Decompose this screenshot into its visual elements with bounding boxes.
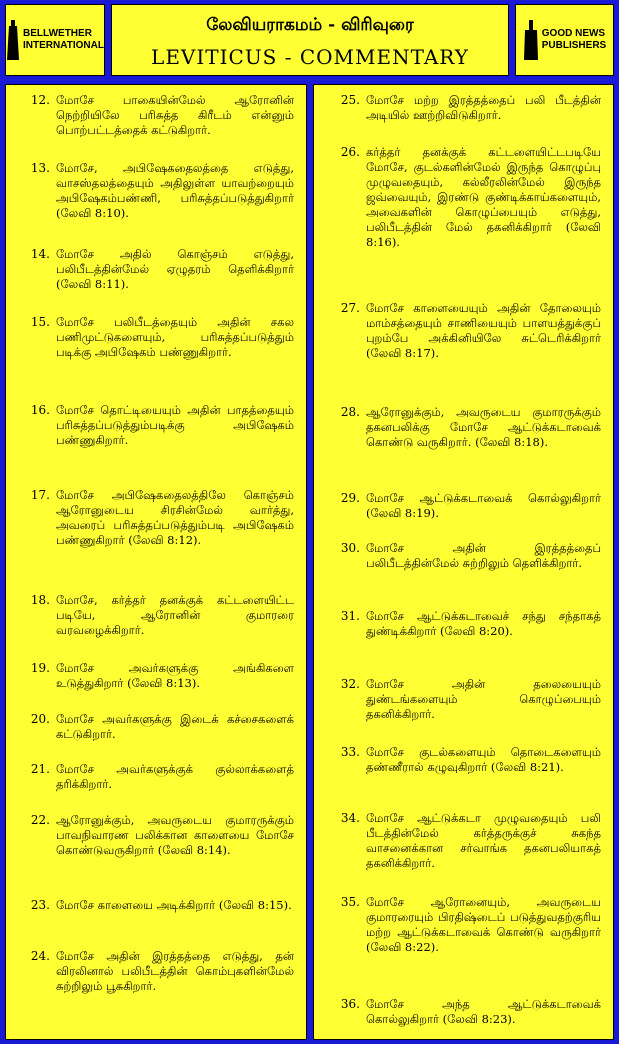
logo-left-line2: INTERNATIONAL (23, 40, 104, 51)
entry-15 (6, 315, 306, 360)
entry-29 (314, 491, 613, 521)
entry-number: 18. (30, 593, 50, 607)
entry-text: ஆரோனுக்கும், அவருடைய குமாரருக்கும் பாவநிவாரண பலிக்கான காளையை மோசே கொண்டுவருகிறார் (லேவி 8:14). (56, 813, 294, 857)
title-tamil: லேவியராகமம் - விரிவுரை (206, 15, 414, 35)
title-box (111, 4, 509, 76)
entry-text: மோசே அதில் கொஞ்சம் எடுத்து, பலிபீடத்தின்மேல் ஏழுதரம் தெளிக்கிறார் (லேவி 8:11). (56, 247, 294, 291)
bellwether-logo (5, 4, 105, 76)
entry-number: 14. (30, 247, 50, 261)
entry-number: 35. (340, 895, 360, 909)
entry-text: ஆரோனுக்கும், அவருடைய குமாரருக்கும் தகனபலிக்கு மோசே ஆட்டுக்கடாவைக் கொண்டு வருகிறார். (லேவி 8:18). (366, 405, 601, 449)
entry-number: 19. (30, 661, 50, 675)
entry-number: 36. (340, 997, 360, 1011)
entry-number: 23. (30, 898, 50, 912)
entry-20 (6, 712, 306, 742)
entry-number: 21. (30, 762, 50, 776)
entry-text: கர்த்தர் தனக்குக் கட்டளையிட்டபடியே மோசே, குடல்களின்மேல் இருந்த கொழுப்பு முழுவதையும், கல்லீரலின்மேல் இருந்த ஜவ்வையும், இரண்டு குண்டிக்காய்களையும், அவைகளின் கொழுப்பையும் எடுத்து, பலிபீடத்தின் மேல் தகனிக்கிறார் (லேவி 8:16). (366, 145, 601, 249)
good-news-logo (515, 4, 614, 76)
logo-right-line1: GOOD NEWS (541, 28, 606, 39)
entry-27 (314, 301, 613, 361)
entry-text: மோசே குடல்களையும் தொடைகளையும் தண்ணீரால் கழுவுகிறார் (லேவி 8:21). (366, 745, 601, 774)
right-column (313, 84, 614, 1040)
entry-17 (6, 488, 306, 548)
left-column (5, 84, 307, 1040)
entry-number: 20. (30, 712, 50, 726)
entry-text: மோசே அந்த ஆட்டுக்கடாவைக் கொல்லுகிறார் (லேவி 8:23). (366, 997, 601, 1026)
entry-text: மோசே ஆட்டுக்கடா முழுவதையும் பலி பீடத்தின்மேல் கர்த்தருக்குச் சுகந்த வாசனைக்கான சர்வாங்க தகனபலியாகத் தகனிக்கிறார். (366, 811, 601, 870)
entry-text: மோசே மற்ற இரத்தத்தைப் பலி பீடத்தின் அடியில் ஊற்றிவிடுகிறார். (366, 93, 601, 122)
entry-26 (314, 145, 613, 250)
entry-16 (6, 403, 306, 448)
entry-18 (6, 593, 306, 638)
entry-number: 33. (340, 745, 360, 759)
entry-30 (314, 541, 613, 571)
entry-text: மோசே அவர்களுக்கு இடைக் கச்சைகளைக் கட்டுகிறார். (56, 712, 294, 741)
entry-text: மோசே காளையையும் அதின் தோலையும் மாம்சத்தையும் சாணியையும் பாளயத்துக்குப் புறம்பே அக்கினியிலே சுட்டெரிக்கிறார் (லேவி 8:17). (366, 301, 601, 360)
entry-31 (314, 609, 613, 639)
entry-text: மோசே தொட்டியையும் அதின் பாதத்தையும் பரிசுத்தப்படுத்தும்படிக்கு அபிஷேகம் பண்ணுகிறார். (56, 403, 294, 447)
publisher-icon (523, 20, 539, 60)
entry-text: மோசே பாகையின்மேல் ஆரோனின் நெற்றியிலே பரிசுத்த கிரீடம் என்னும் பொற்பட்டத்தைக் கட்டுகிறார். (56, 93, 294, 137)
logo-left-line1: BELLWETHER (23, 28, 92, 39)
entry-text: மோசே பலிபீடத்தையும் அதின் சகல பணிமுட்டுகளையும், பரிசுத்தப்படுத்தும் படிக்கு அபிஷேகம் பண்ணுகிறார். (56, 315, 294, 359)
entry-32 (314, 677, 613, 722)
entry-number: 17. (30, 488, 50, 502)
entry-22 (6, 813, 306, 858)
entry-28 (314, 405, 613, 450)
entry-35 (314, 895, 613, 955)
entry-number: 30. (340, 541, 360, 555)
entry-text: மோசே அவர்களுக்குக் குல்லாக்களைத் தரிக்கிறார். (56, 762, 294, 791)
entry-text: மோசே அதின் தலையையும் துண்டங்களையும் கொழுப்பையும் தகனிக்கிறார். (366, 677, 601, 721)
entry-text: மோசே ஆரோனையும், அவருடைய குமாரரையும் பிரதிஷ்டைப் படுத்துவதற்குரிய மற்ற ஆட்டுக்கடாவைக் கொண்டு வருகிறார் (லேவி 8:22). (366, 895, 601, 954)
entry-24 (6, 949, 306, 994)
entry-text: மோசே ஆட்டுக்கடாவைக் கொல்லுகிறார் (லேவி 8:19). (366, 491, 601, 520)
entry-19 (6, 661, 306, 691)
entry-text: மோசே அவர்களுக்கு அங்கிகளை உடுத்துகிறார் (லேவி 8:13). (56, 661, 294, 690)
entry-text: மோசே, அபிஷேகதைலத்தை எடுத்து, வாசஸ்தலத்தையும் அதிலுள்ள யாவற்றையும் அபிஷேகம்பண்ணி, பரிசுத்தப்படுத்துகிறார் (லேவி 8:10). (56, 161, 294, 220)
entry-text: மோசே அபிஷேகதைலத்திலே கொஞ்சம் ஆரோனுடைய சிரசின்மேல் வார்த்து, அவரைப் பரிசுத்தப்படுத்தும்படி அபிஷேகம் பண்ணுகிறார் (லேவி 8:12). (56, 488, 294, 547)
entry-number: 34. (340, 811, 360, 825)
entry-text: மோசே அதின் இரத்தத்தை எடுத்து, தன் விரலினால் பலிபீடத்தின் கொம்புகளின்மேல் சுற்றிலும் பூசுகிறார். (56, 949, 294, 993)
entry-21 (6, 762, 306, 792)
entry-number: 24. (30, 949, 50, 963)
entry-number: 25. (340, 93, 360, 107)
entry-number: 13. (30, 161, 50, 175)
title-english: LEVITICUS - COMMENTARY (151, 45, 469, 69)
entry-36 (314, 997, 613, 1027)
entry-text: மோசே அதின் இரத்தத்தைப் பலிபீடத்தின்மேல் சுற்றிலும் தெளிக்கிறார். (366, 541, 601, 570)
entry-number: 31. (340, 609, 360, 623)
entry-number: 12. (30, 93, 50, 107)
entry-14 (6, 247, 306, 292)
entry-number: 26. (340, 145, 360, 159)
entry-text: மோசே, கர்த்தர் தனக்குக் கட்டளையிட்ட படியே, ஆரோனின் குமாரரை வரவழைக்கிறார். (56, 593, 294, 637)
entry-number: 28. (340, 405, 360, 419)
entry-number: 22. (30, 813, 50, 827)
entry-33 (314, 745, 613, 775)
entry-text: மோசே காளையை அடிக்கிறார் (லேவி 8:15). (56, 898, 292, 912)
entry-number: 16. (30, 403, 50, 417)
logo-right-line2: PUBLISHERS (541, 40, 607, 51)
entry-12 (6, 93, 306, 138)
entry-text: மோசே ஆட்டுக்கடாவைச் சந்து சந்தாகத் துண்டிக்கிறார் (லேவி 8:20). (366, 609, 601, 638)
entry-number: 15. (30, 315, 50, 329)
bellwether-icon (6, 20, 20, 60)
entry-25 (314, 93, 613, 123)
entry-number: 29. (340, 491, 360, 505)
entry-23 (6, 898, 306, 913)
entry-34 (314, 811, 613, 871)
entry-number: 27. (340, 301, 360, 315)
entry-number: 32. (340, 677, 360, 691)
entry-13 (6, 161, 306, 221)
